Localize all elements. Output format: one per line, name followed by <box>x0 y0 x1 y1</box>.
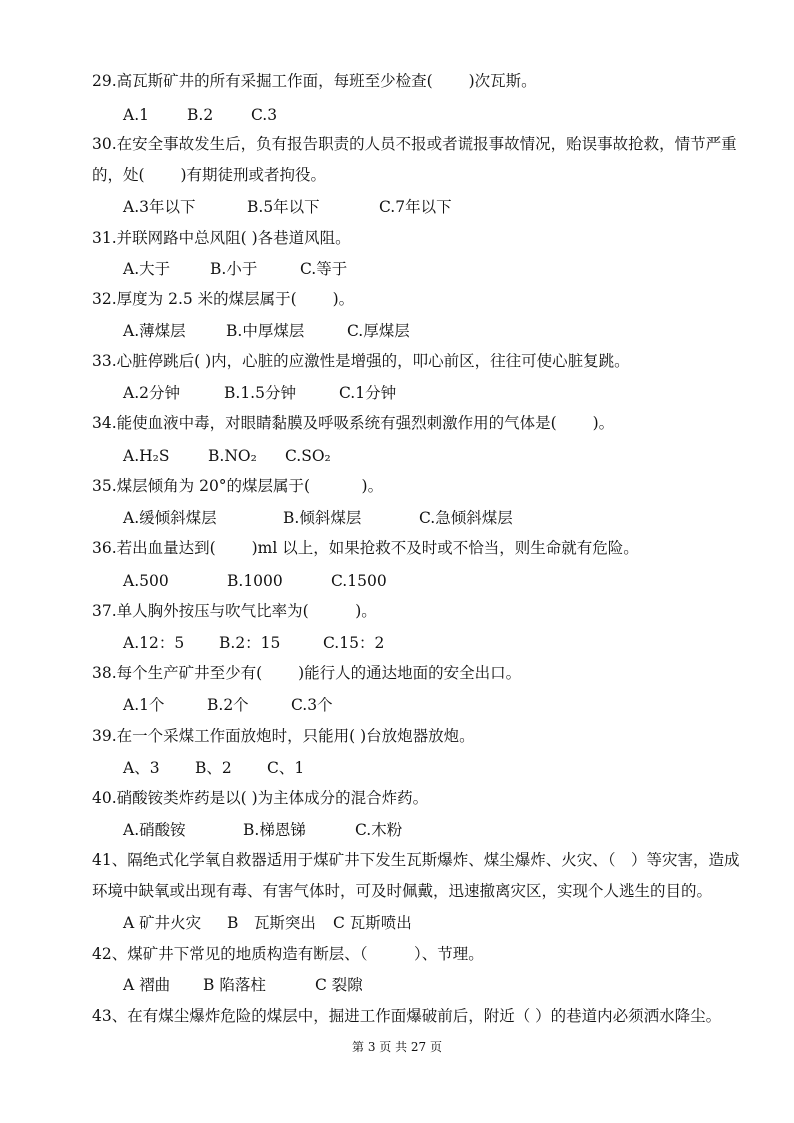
options-39 <box>123 757 304 779</box>
option-c: C 裂隙 <box>315 976 363 994</box>
options-35 <box>123 507 513 529</box>
option-b: B.2个 <box>207 696 249 714</box>
option-c: C.7年以下 <box>379 198 452 216</box>
question-30: 30.在安全事故发生后，负有报告职责的人员不报或者谎报事故情况，贻误事故抢救，情节严重的，处( )有期徒刑或者拘役。 <box>92 135 737 184</box>
options-29 <box>123 104 277 126</box>
question-39: 39.在一个采煤工作面放炮时，只能用( )台放炮器放炮。 <box>92 727 475 745</box>
option-a: A.薄煤层 <box>123 322 186 340</box>
question-34: 34.能使血液中毒，对眼睛黏膜及呼吸系统有强烈刺激作用的气体是( )。 <box>92 414 615 432</box>
options-32 <box>123 320 410 342</box>
option-b: B.倾斜煤层 <box>283 509 362 527</box>
option-c: C.SO₂ <box>285 447 331 465</box>
question-41: 41、隔绝式化学氧自救器适用于煤矿井下发生瓦斯爆炸、煤尘爆炸、火灾、（ ）等灾害，造成环境中缺氧或出现有毒、有害气体时，可及时佩戴，迅速撤离灾区，实现个人逃生的目的。 <box>92 851 740 900</box>
option-c: C.急倾斜煤层 <box>419 509 513 527</box>
question-38: 38.每个生产矿井至少有( )能行人的通达地面的安全出口。 <box>92 664 522 682</box>
option-b: B 瓦斯突出 <box>227 914 316 932</box>
option-b: B.小于 <box>210 260 258 278</box>
option-b: B.中厚煤层 <box>226 322 305 340</box>
option-a: A.12：5 <box>123 634 185 652</box>
options-31 <box>123 258 347 280</box>
option-c: C.厚煤层 <box>347 322 410 340</box>
options-33 <box>123 382 396 404</box>
question-32: 32.厚度为 2.5 米的煤层属于( )。 <box>92 290 355 308</box>
page-footer: 第 3 页 共 27 页 <box>352 1040 442 1054</box>
option-b: B.2：15 <box>219 634 281 652</box>
option-a: A.硝酸铵 <box>123 821 186 839</box>
option-a: A.1 <box>123 106 149 124</box>
options-30 <box>123 196 452 218</box>
option-b: B.2 <box>187 106 214 124</box>
option-b: B.梯恩锑 <box>243 821 306 839</box>
options-41 <box>123 912 412 934</box>
option-a: A 矿井火灾 <box>123 914 202 932</box>
options-36 <box>123 570 387 592</box>
options-38 <box>123 694 333 716</box>
option-a: A.2分钟 <box>123 384 180 402</box>
option-c: C.3 <box>251 106 278 124</box>
option-a: A、3 <box>123 759 160 777</box>
options-34 <box>123 445 331 467</box>
option-b: B 陷落柱 <box>203 976 266 994</box>
options-42 <box>123 974 363 996</box>
option-a: A.H₂S <box>123 447 170 465</box>
option-b: B.1000 <box>227 572 283 590</box>
option-b: B.1.5分钟 <box>224 384 296 402</box>
question-31: 31.并联网路中总风阻( )各巷道风阻。 <box>92 229 351 247</box>
option-c: C.木粉 <box>355 821 403 839</box>
option-a: A 褶曲 <box>123 976 171 994</box>
question-40: 40.硝酸铵类炸药是以( )为主体成分的混合炸药。 <box>92 789 429 807</box>
option-a: A.大于 <box>123 260 171 278</box>
option-c: C 瓦斯喷出 <box>333 914 412 932</box>
option-c: C.15：2 <box>323 634 385 652</box>
option-b: B、2 <box>195 759 232 777</box>
option-c: C.1500 <box>331 572 387 590</box>
option-c: C.等于 <box>300 260 348 278</box>
option-c: C.1分钟 <box>339 384 397 402</box>
option-c: C.3个 <box>291 696 333 714</box>
option-b: B.NO₂ <box>208 447 257 465</box>
options-40 <box>123 819 402 841</box>
question-36: 36.若出血量达到( )ml 以上，如果抢救不及时或不恰当，则生命就有危险。 <box>92 539 639 557</box>
question-29: 29.高瓦斯矿井的所有采掘工作面，每班至少检查( )次瓦斯。 <box>92 72 537 90</box>
option-a: A.500 <box>123 572 169 590</box>
option-a: A.缓倾斜煤层 <box>123 509 217 527</box>
question-43: 43、在有煤尘爆炸危险的煤层中，掘进工作面爆破前后，附近（ ）的巷道内必须洒水降尘。 <box>92 1007 722 1025</box>
option-a: A.1个 <box>123 696 165 714</box>
option-b: B.5年以下 <box>247 198 320 216</box>
option-a: A.3年以下 <box>123 198 196 216</box>
options-37 <box>123 632 384 654</box>
question-37: 37.单人胸外按压与吹气比率为( )。 <box>92 602 377 620</box>
question-42: 42、煤矿井下常见的地质构造有断层、（ ）、节理。 <box>92 945 484 963</box>
question-35: 35.煤层倾角为 20°的煤层属于( )。 <box>92 477 384 495</box>
option-c: C、1 <box>267 759 305 777</box>
question-33: 33.心脏停跳后( )内，心脏的应激性是增强的，叩心前区，往往可使心脏复跳。 <box>92 352 630 370</box>
